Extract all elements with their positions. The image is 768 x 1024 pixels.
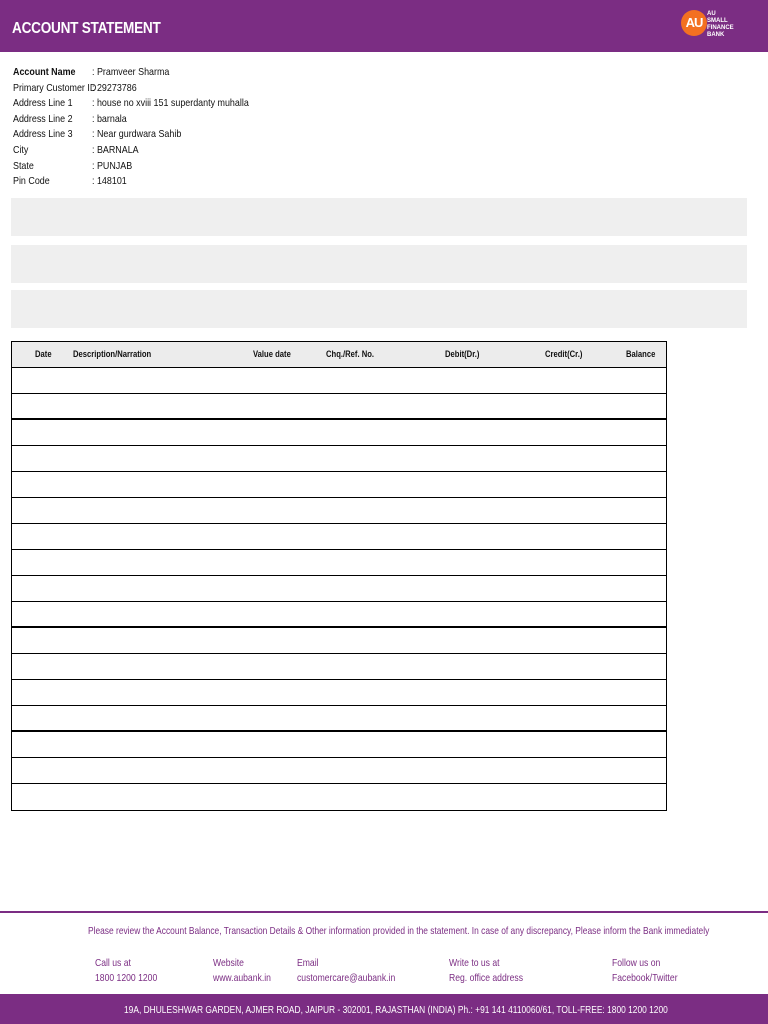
info-label: City	[13, 143, 29, 156]
logo-mark: AU	[681, 10, 707, 36]
table-header	[12, 342, 666, 368]
contact-social	[612, 956, 678, 986]
summary-band	[11, 290, 747, 328]
table-row	[12, 758, 666, 784]
info-label: Address Line 1	[13, 97, 73, 110]
table-row	[12, 628, 666, 654]
table-row	[12, 446, 666, 472]
website-link[interactable]: www.aubank.in	[213, 972, 271, 984]
logo-line: FINANCE	[707, 25, 734, 31]
column-header-chq-ref: Chq./Ref. No.	[326, 349, 375, 359]
info-value: : Near gurdwara Sahib	[92, 128, 182, 141]
info-value: : house no xviii 151 superdanty muhalla	[92, 97, 249, 110]
table-body	[12, 368, 666, 810]
logo-line: AU	[707, 11, 716, 17]
info-label: Address Line 3	[13, 128, 73, 141]
logo-text	[707, 11, 734, 39]
email-link[interactable]: customercare@aubank.in	[297, 972, 396, 984]
column-header-description: Description/Narration	[73, 349, 152, 359]
social-links[interactable]: Facebook/Twitter	[612, 972, 678, 984]
info-value: : Pramveer Sharma	[92, 66, 170, 78]
page-title: ACCOUNT STATEMENT	[12, 20, 161, 37]
info-label: Account Name	[13, 66, 76, 78]
table-row	[12, 732, 666, 758]
logo-line: SMALL	[707, 18, 728, 24]
logo-line: BANK	[707, 32, 725, 38]
contact-write	[449, 956, 523, 986]
info-label: Pin Code	[13, 175, 50, 188]
summary-band	[11, 198, 747, 236]
contact-title: Call us at	[95, 957, 131, 969]
contact-email	[297, 956, 395, 986]
table-row	[12, 550, 666, 576]
transactions-table	[11, 341, 667, 811]
footer-divider	[0, 911, 768, 913]
info-value: : BARNALA	[92, 143, 139, 156]
table-row	[12, 394, 666, 420]
table-row	[12, 576, 666, 602]
info-label: Address Line 2	[13, 112, 73, 125]
column-header-credit: Credit(Cr.)	[545, 349, 583, 359]
registered-address: 19A, DHULESHWAR GARDEN, AJMER ROAD, JAIPUR - 302001, RAJASTHAN (INDIA) Ph.: +91 141 4110060/61, TOLL-FREE: 1800 1200 1200	[124, 1004, 668, 1016]
contact-website	[213, 956, 271, 986]
column-header-date: Date	[35, 349, 52, 359]
contact-title: Email	[297, 957, 319, 969]
contact-call	[95, 956, 157, 986]
table-row	[12, 654, 666, 680]
header-bar	[0, 0, 768, 52]
contact-title: Website	[213, 957, 244, 969]
info-label: Primary Customer ID	[13, 81, 97, 94]
column-header-value-date: Value date	[253, 349, 291, 359]
office-address: Reg. office address	[449, 972, 524, 984]
table-row	[12, 602, 666, 628]
table-row	[12, 680, 666, 706]
bank-logo	[681, 8, 741, 44]
info-value: : PUNJAB	[92, 159, 133, 172]
column-header-balance: Balance	[626, 349, 656, 359]
table-row	[12, 498, 666, 524]
info-label: State	[13, 159, 34, 172]
info-value: : 148101	[92, 175, 127, 188]
contact-title: Write to us at	[449, 957, 500, 969]
contact-phone[interactable]: 1800 1200 1200	[95, 972, 158, 984]
table-row	[12, 524, 666, 550]
info-value: : 29273786	[92, 81, 137, 94]
table-row	[12, 368, 666, 394]
table-row	[12, 420, 666, 446]
contact-title: Follow us on	[612, 957, 661, 969]
footer-notice: Please review the Account Balance, Transaction Details & Other information provided in the statement. In case of any discrepancy, Please inform the Bank immediately	[88, 925, 710, 937]
table-row	[12, 706, 666, 732]
column-header-debit: Debit(Dr.)	[445, 349, 480, 359]
table-row	[12, 472, 666, 498]
info-value: : barnala	[92, 112, 127, 125]
summary-band	[11, 245, 747, 283]
table-row	[12, 784, 666, 810]
address-bar	[0, 994, 768, 1024]
